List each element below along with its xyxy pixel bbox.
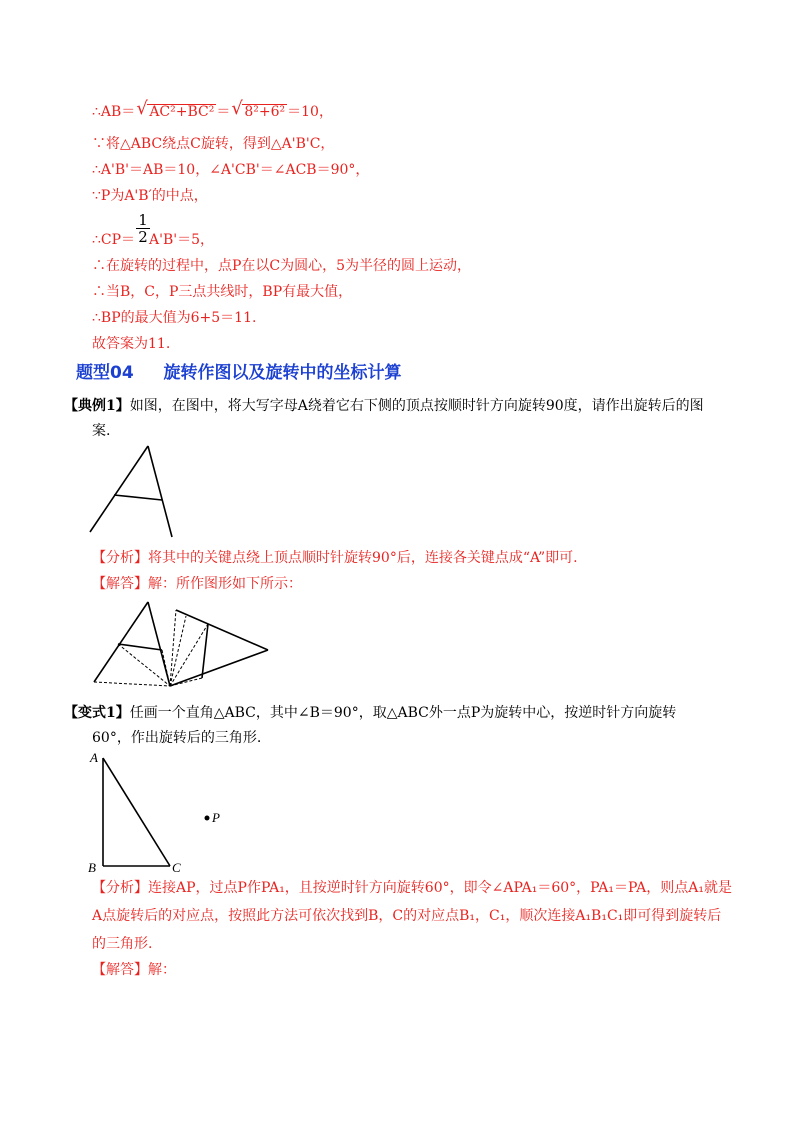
solution-line-5 [92,228,215,249]
variant1-answer [92,961,176,979]
variant1-analysis-line-3: 的三角形. [92,936,153,952]
equals-sign: ＝ [216,104,231,120]
variant1-analysis-line-2: A点旋转后的对应点，按照此方法可依次找到B，C的对应点B₁，C₁，顺次连接A₁B₁C₁即可得到旋转后 [92,908,722,924]
example1-answer [92,575,302,593]
variant-tag: 【变式1】 [64,705,130,721]
analysis-text: 将其中的关键点绕上顶点顺时针旋转90°后，连接各关键点成“A”即可. [148,550,578,566]
answer-tag: 【解答】 [92,962,148,978]
heading-title: 旋转作图以及旋转中的坐标计算 [163,363,402,383]
example-tag: 【典例1】 [64,398,130,414]
vertex-label-a: A [90,750,98,765]
sqrt-expression-1: √ AC²+BC² [147,104,216,119]
solution-line-2: ∵将△ABC绕点C旋转，得到△A'B'C， [92,136,335,152]
analysis-text: 连接AP，过点P作PA₁，且按逆时针方向旋转60°，即令∠APA₁＝60°，PA₁＝PA，则点A₁就是 [148,880,732,896]
example1-line-1 [64,397,704,415]
variant1-analysis-line-1 [92,879,732,897]
solution-line-7: ∴当B，C，P三点共线时，BP有最大值， [92,284,353,300]
letter-a-figure [80,440,190,540]
solution-line-1 [92,103,333,121]
solution-line-8: ∴BP的最大值为6+5＝11. [92,310,257,326]
variant-text: 任画一个直角△ABC，其中∠B＝90°，取△ABC外一点P为旋转中心，按逆时针方向旋转 [129,705,677,721]
solution-line-3: ∴A'B'＝AB＝10，∠A'CB'＝∠ACB＝90°， [92,162,370,178]
analysis-tag: 【分析】 [92,880,148,896]
right-triangle-figure [86,748,236,876]
cp-label: ∴CP＝ [92,232,136,248]
point-label-p: P [212,810,220,825]
ab-label: ∴AB＝ [92,104,136,120]
answer-text: 解：所作图形如下所示： [148,576,302,592]
rotated-a-figure [88,596,278,696]
example1-line-2: 案. [92,423,111,439]
answer-text: 解： [148,962,176,978]
solution-line-4: ∵P为A'B′的中点， [92,188,208,204]
sqrt-expression-2: √ 8²+6² [242,104,287,119]
section-heading [76,358,402,383]
example-text: 如图，在图中，将大写字母A绕着它右下侧的顶点按顺时针方向旋转90度，请作出旋转后的图 [129,398,704,414]
answer-tag: 【解答】 [92,576,148,592]
cp-value: A'B'＝5， [149,232,215,248]
example1-analysis [92,549,578,567]
solution-line-9: 故答案为11. [92,336,171,352]
variant1-line-1 [64,704,676,722]
analysis-tag: 【分析】 [92,550,148,566]
fraction-denominator: 2 [138,228,148,246]
variant1-line-2: 60°，作出旋转后的三角形. [92,730,262,746]
vertex-label-b: B [88,860,96,875]
heading-number: 题型04 [76,363,134,383]
result-text: ＝10， [287,104,333,120]
vertex-label-c: C [172,860,181,875]
solution-line-6: ∴在旋转的过程中，点P在以C为圆心，5为半径的圆上运动， [92,258,472,274]
fraction-numerator: 1 [136,212,150,229]
